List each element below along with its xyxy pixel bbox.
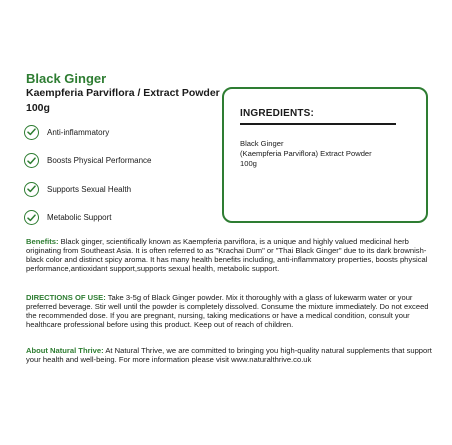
check-circle-icon — [24, 210, 39, 225]
about-text: At Natural Thrive, we are committed to bringing you high-quality natural supplements that support your health and well-being. For more information please visit www.naturalthrive.co.uk — [26, 346, 432, 365]
about-label: About Natural Thrive: — [26, 346, 104, 355]
benefits-text: Black ginger, scientifically known as Kaempferia parviflora, is a unique and highly valued medicinal herb originating from Southeast Asia. It is often referred to as "Krachai Dum" or "Thai Black Ginger" due to its dark brownish-black color and distinct spicy aroma. It has many health benefits including, anti-inflammatory properties, boosts physical performance,antioxidant support,supports sexual health, metabolic support. — [26, 237, 428, 274]
product-size: 100g — [26, 102, 50, 114]
ingredients-heading: INGREDIENTS: — [240, 108, 315, 119]
benefit-label: Boosts Physical Performance — [47, 156, 152, 166]
directions-text: Take 3-5g of Black Ginger powder. Mix it thoroughly with a glass of lukewarm water or your preferred beverage. Stir well until the powder is completely dissolved. Consume the mixture immediately. Do not exceed the recommended dose. If you are pregnant, nursing, taking medications or have a medical condition, consult your healthcare professional before using this product. Keep out of reach of children. — [26, 293, 429, 330]
check-circle-icon — [24, 153, 39, 168]
benefit-label: Supports Sexual Health — [47, 184, 132, 194]
product-title: Black Ginger — [26, 71, 107, 86]
directions-section — [26, 293, 436, 329]
benefit-label: Anti-inflammatory — [47, 127, 110, 137]
benefit-item — [24, 175, 214, 204]
ingredients-divider — [240, 123, 396, 125]
product-subtitle: Kaempferia Parviflora / Extract Powder — [26, 87, 220, 99]
check-circle-icon — [24, 125, 39, 140]
ingredient-amount: 100g — [240, 159, 257, 168]
check-circle-icon — [24, 182, 39, 197]
benefit-item — [24, 118, 214, 147]
ingredients-box — [222, 87, 428, 223]
benefits-section — [26, 237, 436, 273]
about-section — [26, 346, 436, 364]
ingredient-name: Black Ginger — [240, 139, 284, 148]
directions-label: DIRECTIONS OF USE: — [26, 293, 106, 302]
benefits-label: Benefits: — [26, 237, 59, 246]
benefit-label: Metabolic Support — [47, 213, 112, 223]
benefit-item — [24, 204, 214, 233]
benefit-list — [24, 118, 214, 232]
benefit-item — [24, 147, 214, 176]
ingredient-detail: (Kaempferia Parviflora) Extract Powder — [240, 149, 372, 158]
